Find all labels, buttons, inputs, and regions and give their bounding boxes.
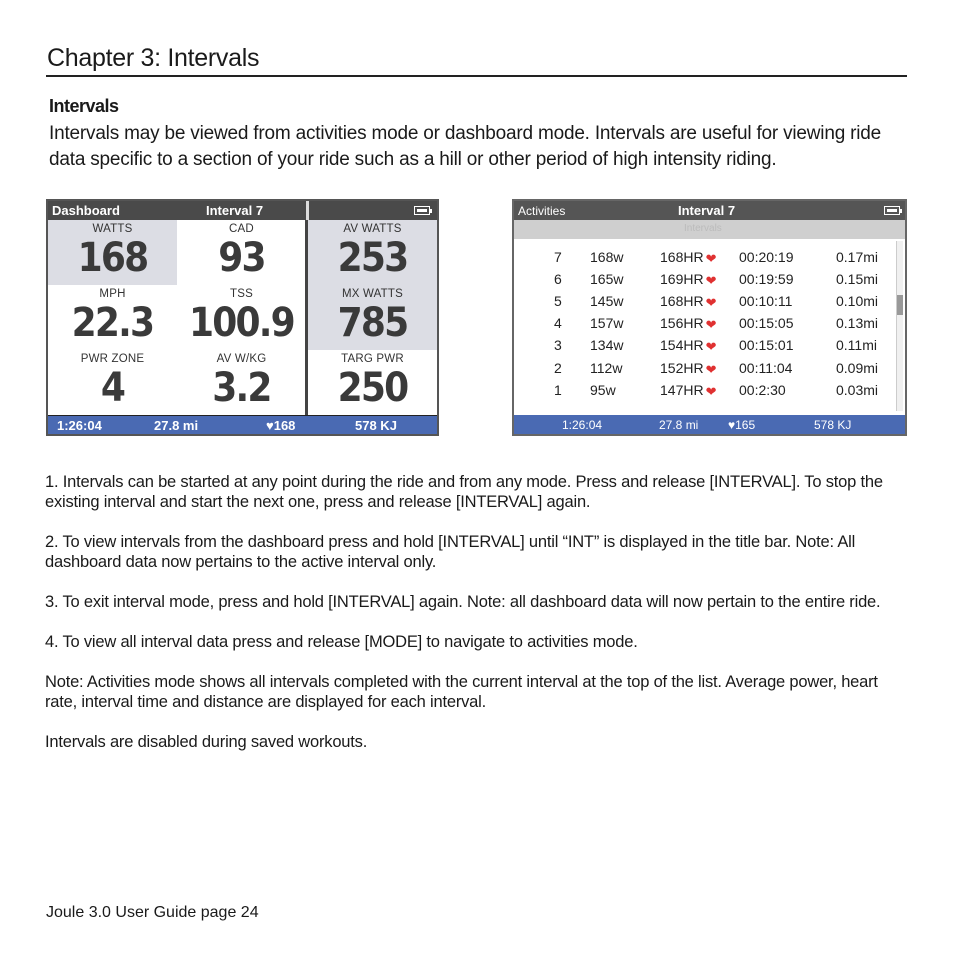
step-1: 1. Intervals can be started at any point during the ride and from any mode. Press and release [INTERVAL]. To stop the existing interval and start the next one, press and release [INTERVAL] again.: [45, 473, 883, 511]
interval-row[interactable]: [514, 269, 894, 291]
row-hr-value: 147HR: [660, 382, 704, 398]
battery-icon: [414, 206, 430, 215]
activities-title-bar: [514, 201, 905, 220]
row-distance: 0.17mi: [836, 249, 879, 265]
step-4: 4. To view all interval data press and release [MODE] to navigate to activities mode.: [45, 633, 638, 651]
activities-interval-label: Interval 7: [678, 203, 736, 218]
row-distance: 0.13mi: [836, 315, 879, 331]
status-time: 1:26:04: [57, 418, 102, 433]
row-distance: 0.11mi: [836, 337, 877, 353]
row-time: 00:15:05: [739, 315, 794, 331]
step-2: 2. To view intervals from the dashboard press and hold [INTERVAL] until “INT” is displayed in the title bar. Note: All dashboard data now pertains to the active interval only.: [45, 533, 856, 571]
row-time: 00:11:04: [739, 360, 793, 376]
cell-label: CAD: [229, 223, 254, 235]
status-hr-value: 168: [273, 418, 296, 433]
row-hr-value: 152HR: [660, 360, 704, 376]
dashboard-status-bar: [48, 415, 437, 434]
battery-icon: [884, 206, 900, 215]
cell-watts: [48, 220, 177, 285]
row-number: 7: [554, 249, 562, 265]
row-watts: 112w: [590, 360, 623, 376]
subheader-label: Intervals: [684, 223, 722, 234]
dashboard-title-bar: [48, 201, 437, 220]
cell-targ-pwr: [308, 350, 437, 415]
status-time: 1:26:04: [562, 418, 603, 432]
row-hr: [660, 315, 717, 332]
cell-label: TARG PWR: [341, 353, 404, 365]
page-footer: Joule 3.0 User Guide page 24: [46, 904, 259, 921]
row-hr-value: 168HR: [660, 293, 704, 309]
row-hr: [660, 337, 717, 354]
interval-row[interactable]: [514, 335, 894, 357]
interval-row[interactable]: [514, 380, 894, 402]
status-heart-rate: [728, 418, 755, 432]
row-number: 5: [554, 293, 562, 309]
cell-label: PWR ZONE: [80, 353, 145, 365]
cell-label: MX WATTS: [341, 288, 403, 300]
cell-value: 4: [100, 365, 125, 411]
row-time: 00:20:19: [739, 249, 794, 265]
status-energy: 578 KJ: [814, 418, 852, 432]
cell-label: MPH: [99, 288, 126, 300]
section-heading: Intervals: [49, 96, 119, 116]
cell-av-watts: [308, 220, 437, 285]
cell-pwr-zone: [48, 350, 177, 415]
cell-cad: [177, 220, 306, 285]
status-distance: 27.8 mi: [659, 418, 699, 432]
interval-row[interactable]: [514, 247, 894, 269]
status-heart-rate: [266, 418, 295, 433]
heart-icon: ❤: [705, 317, 717, 332]
step-3: 3. To exit interval mode, press and hold [INTERVAL] again. Note: all dashboard data will now pertain to the entire ride.: [45, 593, 881, 611]
row-hr: [660, 249, 717, 266]
heart-icon: ❤: [705, 384, 717, 399]
row-distance: 0.10mi: [836, 293, 879, 309]
row-number: 3: [554, 337, 562, 353]
heart-icon: ❤: [705, 251, 717, 266]
row-number: 1: [554, 382, 562, 398]
column-divider: [305, 220, 308, 415]
row-watts: 134w: [590, 337, 624, 353]
cell-value: 22.3: [71, 300, 154, 346]
heart-icon: ❤: [705, 339, 717, 354]
cell-value: 253: [337, 235, 408, 281]
heart-icon: ❤: [705, 273, 717, 288]
row-watts: 95w: [590, 382, 616, 398]
row-hr: [660, 293, 717, 310]
cell-tss: [177, 285, 306, 350]
row-number: 6: [554, 271, 562, 287]
dashboard-grid: [48, 220, 437, 415]
row-watts: 168w: [590, 249, 624, 265]
status-distance: 27.8 mi: [154, 418, 199, 433]
activities-screen: [512, 199, 907, 436]
row-number: 4: [554, 315, 562, 331]
cell-mph: [48, 285, 177, 350]
row-hr: [660, 382, 717, 399]
scrollbar-thumb[interactable]: [897, 295, 903, 315]
instructions: [45, 472, 910, 772]
chapter-title: Chapter 3: Intervals: [47, 44, 260, 72]
row-time: 00:2:30: [739, 382, 786, 398]
saved-workouts-note: Intervals are disabled during saved workouts.: [45, 733, 368, 751]
row-watts: 165w: [590, 271, 624, 287]
cell-value: 250: [337, 365, 408, 411]
activities-status-bar: [514, 415, 905, 434]
dashboard-interval-label: Interval 7: [206, 203, 264, 218]
cell-av-wkg: [177, 350, 306, 415]
interval-row[interactable]: [514, 313, 894, 335]
row-time: 00:10:11: [739, 293, 793, 309]
row-hr-value: 168HR: [660, 249, 704, 265]
dashboard-mode-label: Dashboard: [52, 203, 120, 218]
cell-value: 93: [218, 235, 265, 281]
row-watts: 157w: [590, 315, 624, 331]
row-hr: [660, 360, 717, 377]
heart-icon: ♥: [266, 418, 274, 433]
activities-subheader: [514, 220, 905, 239]
cell-label: TSS: [230, 288, 253, 300]
list-scrollbar[interactable]: [896, 241, 903, 411]
row-hr-value: 156HR: [660, 315, 704, 331]
status-energy: 578 KJ: [355, 418, 397, 433]
cell-value: 785: [337, 300, 408, 346]
row-distance: 0.09mi: [836, 360, 879, 376]
cell-label: WATTS: [92, 223, 133, 235]
interval-row[interactable]: [514, 358, 894, 380]
interval-list[interactable]: [514, 239, 905, 415]
row-distance: 0.15mi: [836, 271, 879, 287]
activities-mode-label: Activities: [518, 204, 566, 218]
heart-icon: ❤: [705, 295, 717, 310]
interval-row[interactable]: [514, 291, 894, 313]
heart-icon: ♥: [728, 418, 736, 432]
row-time: 00:15:01: [739, 337, 794, 353]
cell-value: 100.9: [189, 300, 294, 346]
row-number: 2: [554, 360, 562, 376]
heart-icon: ❤: [705, 362, 717, 377]
chapter-rule: [46, 75, 907, 77]
cell-label: AV W/KG: [216, 353, 267, 365]
row-distance: 0.03mi: [836, 382, 879, 398]
title-divider: [306, 201, 309, 220]
cell-value: 3.2: [212, 365, 271, 411]
cell-value: 168: [77, 235, 148, 281]
status-hr-value: 165: [735, 418, 756, 432]
intro-paragraph: Intervals may be viewed from activities mode or dashboard mode. Intervals are useful for viewing ride data specific to a section of your ride such as a hill or other period of high intensity riding.: [49, 123, 882, 170]
row-watts: 145w: [590, 293, 624, 309]
dashboard-screen: [46, 199, 439, 436]
row-hr-value: 154HR: [660, 337, 704, 353]
cell-mx-watts: [308, 285, 437, 350]
cell-label: AV WATTS: [343, 223, 402, 235]
row-time: 00:19:59: [739, 271, 794, 287]
activities-note: Note: Activities mode shows all intervals completed with the current interval at the top of the list. Average power, heart rate, interval time and distance are displayed for each interval.: [45, 673, 878, 711]
row-hr: [660, 271, 717, 288]
row-hr-value: 169HR: [660, 271, 704, 287]
